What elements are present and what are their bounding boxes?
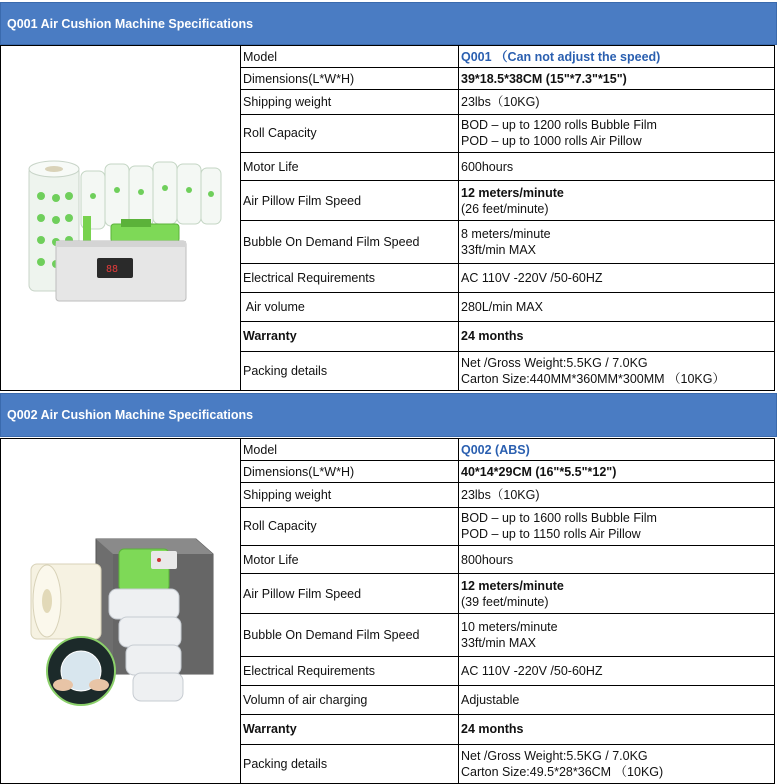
table-row	[241, 351, 775, 390]
spec-label: Air volume	[241, 293, 459, 322]
spec-value: 800hours	[459, 545, 775, 573]
section-header-q001	[0, 2, 777, 45]
table-row	[241, 715, 775, 744]
table-row	[241, 574, 775, 614]
spec-value-line: 33ft/min MAX	[461, 636, 537, 651]
spec-label: Electrical Requirements	[241, 263, 459, 292]
table-row	[241, 90, 775, 114]
air-cushion-machine-q001-illustration	[1, 46, 240, 390]
spec-value-line: 12 meters/minute	[461, 578, 564, 593]
air-cushion-machine-q002-illustration	[1, 439, 240, 783]
table-row	[241, 221, 775, 263]
spec-label: Warranty	[241, 322, 459, 351]
spec-label: Model	[241, 439, 459, 461]
spec-table-q002	[240, 438, 775, 784]
spec-label: Packing details	[241, 351, 459, 390]
spec-label: Motor Life	[241, 152, 459, 180]
spec-value-line: (26 feet/minute)	[461, 201, 549, 216]
spec-value-line: Net /Gross Weight:5.5KG / 7.0KG	[461, 748, 648, 763]
table-row	[241, 461, 775, 483]
spec-value-line: POD – up to 1150 rolls Air Pillow	[461, 527, 641, 542]
table-row	[241, 322, 775, 351]
spec-value-line: (39 feet/minute)	[461, 594, 549, 609]
section-header-q002	[0, 393, 777, 437]
spec-value	[459, 614, 775, 656]
spec-value-line: BOD – up to 1200 rolls Bubble Film	[461, 118, 657, 133]
spec-value: Q002 (ABS)	[459, 439, 775, 461]
spec-value: AC 110V -220V /50-60HZ	[459, 656, 775, 685]
spec-value-line: 33ft/min MAX	[461, 243, 537, 258]
spec-value-line: 12 meters/minute	[461, 185, 564, 200]
spec-value	[459, 507, 775, 545]
spec-value-line: Carton Size:440MM*360MM*300MM （10KG）	[461, 371, 725, 386]
spec-label: Bubble On Demand Film Speed	[241, 614, 459, 656]
product-image-q001	[0, 45, 241, 391]
spec-label: Bubble On Demand Film Speed	[241, 221, 459, 263]
spec-value-line: 8 meters/minute	[461, 227, 551, 242]
spec-label: Volumn of air charging	[241, 686, 459, 715]
spec-value: 24 months	[459, 715, 775, 744]
svg-text:88: 88	[106, 264, 119, 275]
table-row	[241, 483, 775, 507]
spec-value-line: POD – up to 1000 rolls Air Pillow	[461, 134, 642, 149]
spec-value	[459, 351, 775, 390]
spec-value: 23lbs（10KG)	[459, 90, 775, 114]
spec-label: Dimensions(L*W*H)	[241, 461, 459, 483]
spec-label: Shipping weight	[241, 483, 459, 507]
section-title: Q002 Air Cushion Machine Specifications	[7, 408, 254, 422]
table-row	[241, 507, 775, 545]
spec-value: 600hours	[459, 152, 775, 180]
table-row	[241, 744, 775, 783]
spec-value	[459, 114, 775, 152]
table-row	[241, 293, 775, 322]
table-row	[241, 656, 775, 685]
product-image-q002	[0, 438, 241, 784]
table-row	[241, 545, 775, 573]
spec-value: 39*18.5*38CM (15"*7.3"*15")	[459, 68, 775, 90]
table-row	[241, 439, 775, 461]
spec-label: Electrical Requirements	[241, 656, 459, 685]
spec-value-line: 10 meters/minute	[461, 620, 558, 635]
spec-value: 40*14*29CM (16"*5.5"*12")	[459, 461, 775, 483]
spec-label: Air Pillow Film Speed	[241, 181, 459, 221]
spec-value-line: Carton Size:49.5*28*36CM （10KG)	[461, 764, 664, 779]
spec-label: Packing details	[241, 744, 459, 783]
spec-value: Q001 （Can not adjust the speed)	[459, 46, 775, 68]
spec-value: 280L/min MAX	[459, 293, 775, 322]
spec-label: Dimensions(L*W*H)	[241, 68, 459, 90]
table-row	[241, 68, 775, 90]
spec-label: Warranty	[241, 715, 459, 744]
spec-value	[459, 181, 775, 221]
spec-table-q001	[240, 45, 775, 391]
section-title: Q001 Air Cushion Machine Specifications	[7, 17, 254, 31]
spec-value-line: Net /Gross Weight:5.5KG / 7.0KG	[461, 355, 648, 370]
spec-value: AC 110V -220V /50-60HZ	[459, 263, 775, 292]
spec-label: Air Pillow Film Speed	[241, 574, 459, 614]
spec-value	[459, 574, 775, 614]
table-row	[241, 114, 775, 152]
spec-label: Shipping weight	[241, 90, 459, 114]
spec-value: 24 months	[459, 322, 775, 351]
table-row	[241, 46, 775, 68]
spec-value: 23lbs（10KG)	[459, 483, 775, 507]
table-row	[241, 263, 775, 292]
spec-value	[459, 221, 775, 263]
table-row	[241, 152, 775, 180]
table-row	[241, 686, 775, 715]
spec-label: Model	[241, 46, 459, 68]
table-row	[241, 181, 775, 221]
spec-label: Motor Life	[241, 545, 459, 573]
table-row	[241, 614, 775, 656]
spec-value: Adjustable	[459, 686, 775, 715]
spec-label: Roll Capacity	[241, 114, 459, 152]
spec-label: Roll Capacity	[241, 507, 459, 545]
spec-value	[459, 744, 775, 783]
spec-value-line: BOD – up to 1600 rolls Bubble Film	[461, 511, 657, 526]
